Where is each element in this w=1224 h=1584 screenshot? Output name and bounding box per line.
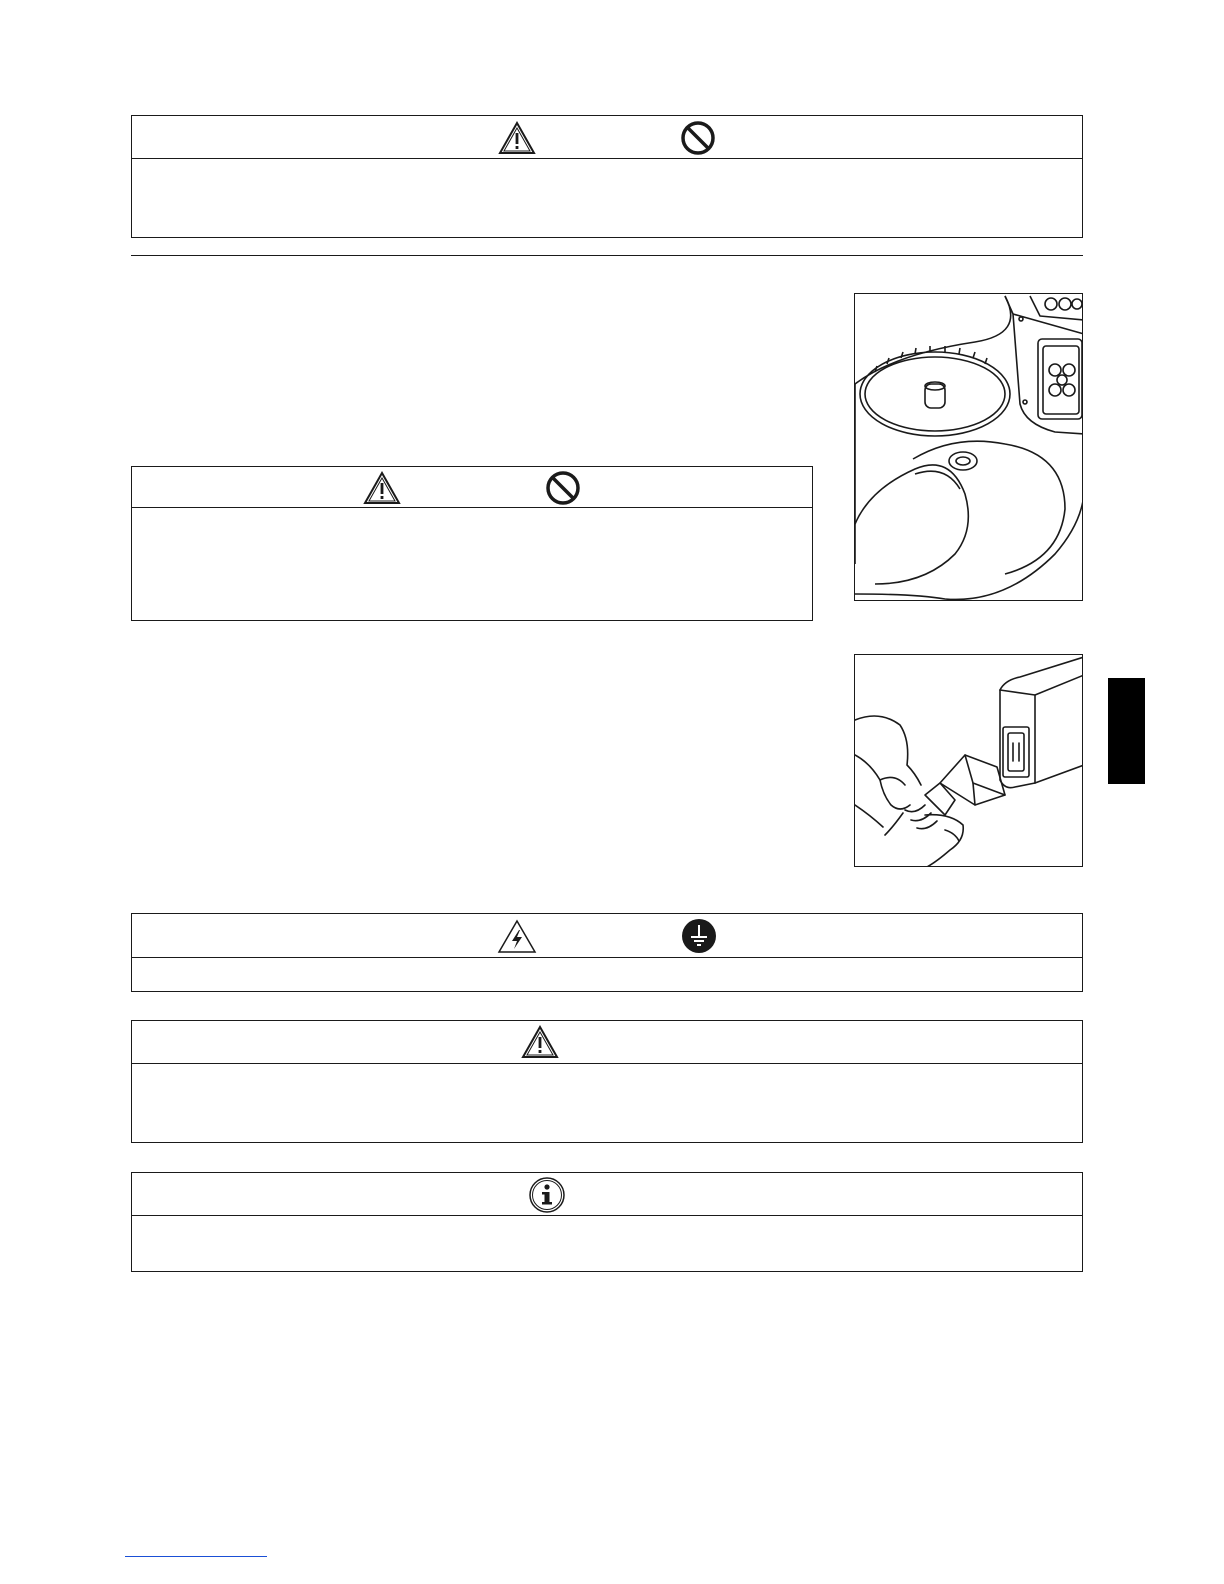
notice-header <box>132 1173 1082 1216</box>
figure-power-plug <box>854 654 1083 867</box>
warning-triangle-icon <box>498 121 536 155</box>
ground-icon <box>681 918 717 954</box>
hand-inserting-power-plug-illustration <box>855 655 1083 867</box>
prohibited-icon <box>680 120 716 156</box>
notice-warning-prohibited-middle <box>131 466 813 621</box>
warning-triangle-icon <box>521 1025 559 1059</box>
notice-header <box>132 467 812 508</box>
footer-link[interactable] <box>125 1556 267 1557</box>
notice-header <box>132 1021 1082 1064</box>
chapter-side-tab <box>1108 678 1145 784</box>
section-divider <box>131 255 1083 256</box>
notice-information <box>131 1172 1083 1272</box>
rotor-chamber-illustration <box>855 294 1083 601</box>
notice-electric-ground <box>131 913 1083 992</box>
notice-header <box>132 914 1082 958</box>
figure-rotor-chamber <box>854 293 1083 601</box>
electric-shock-icon <box>497 919 537 954</box>
notice-header <box>132 116 1082 159</box>
prohibited-icon <box>545 470 581 506</box>
warning-triangle-icon <box>363 471 401 505</box>
notice-caution <box>131 1020 1083 1143</box>
notice-warning-prohibited-top <box>131 115 1083 238</box>
info-icon <box>528 1176 566 1214</box>
